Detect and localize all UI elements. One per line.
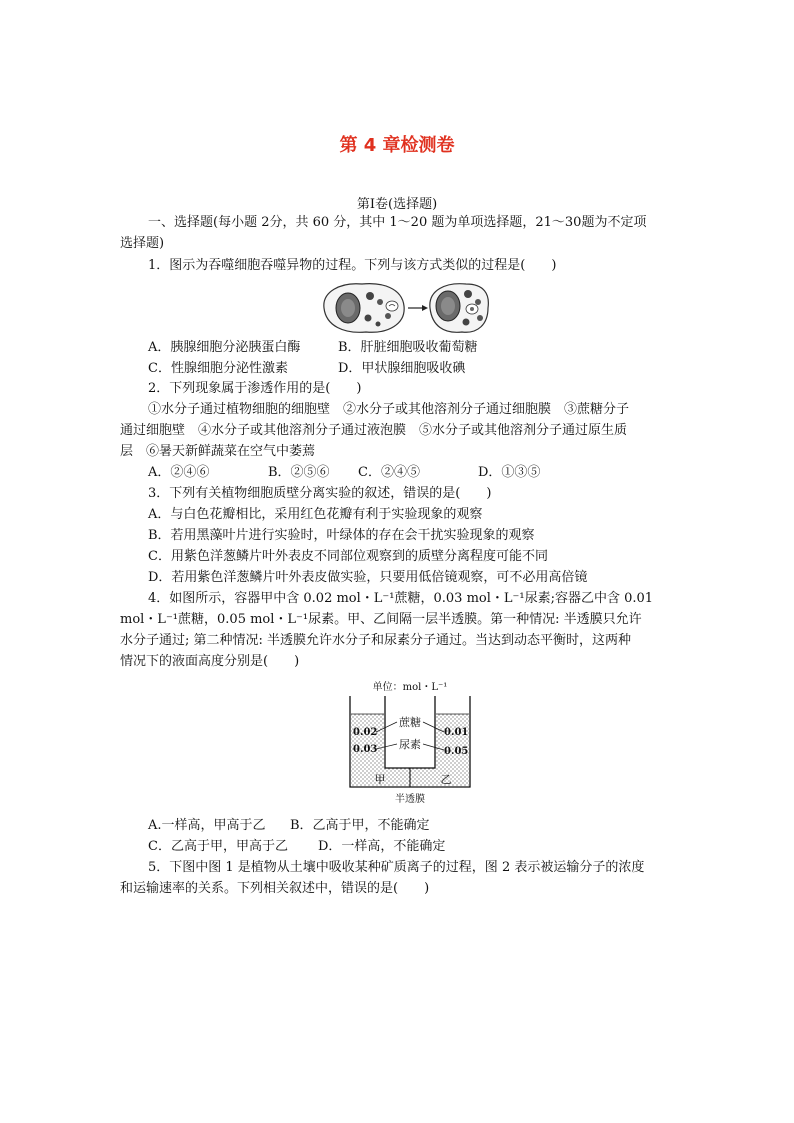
q3-option-d: D．若用紫色洋葱鳞片叶外表皮做实验，只要用低倍镜观察，可不必用高倍镜 [148,570,588,585]
q4-option-d: D．一样高，不能确定 [318,839,446,854]
q2-stem: 2．下列现象属于渗透作用的是( ) [148,381,362,396]
right-sucrose-value: 0.01 [444,727,469,738]
q1-option-b: B．肝脏细胞吸收葡萄糖 [338,340,478,355]
q5-line-1: 5．下图中图 1 是植物从土壤中吸收某种矿质离子的过程，图 2 表示被运输分子的浓度 [148,860,645,875]
q4-option-a: A.一样高，甲高于乙 [148,818,266,833]
section-heading: 第Ⅰ卷(选择题) [356,197,438,212]
q1-option-d: D．甲状腺细胞吸收碘 [338,361,466,376]
vessel-a-label: 甲 [374,773,386,786]
q4-line-4: 情况下的液面高度分别是( ) [120,654,300,669]
membrane-label: 半透膜 [395,794,425,805]
right-urea-value: 0.05 [444,746,469,757]
q2-line-2: 通过细胞壁 ④水分子或其他溶剂分子通过液泡膜 ⑤水分子或其他溶剂分子通过原生质 [120,423,628,438]
page-title: 第 4 章检测卷 [339,135,455,156]
q2-option-d: D．①③⑤ [478,465,541,480]
q1-option-a: A．胰腺细胞分泌胰蛋白酶 [148,340,301,355]
q2-line-3: 层 ⑥暑天新鲜蔬菜在空气中萎蔫 [120,444,316,459]
q4-line-1: 4．如图所示，容器甲中含 0.02 mol・L⁻¹蔗糖，0.03 mol・L⁻¹尿素;容器乙中含 0.01 [148,591,654,606]
q3-option-c: C．用紫色洋葱鳞片叶外表皮不同部位观察到的质壁分离程度可能不同 [148,549,548,564]
arrow-icon [408,305,428,311]
q1-stem: 1．图示为吞噬细胞吞噬异物的过程。下列与该方式类似的过程是( ) [148,258,557,273]
figure-unit-label: 单位：mol・L⁻¹ [372,682,448,693]
cell-before [324,284,404,333]
q4-option-c: C．乙高于甲，甲高于乙 [148,839,288,854]
q2-option-b: B．②⑤⑥ [268,465,330,480]
q2-option-c: C．②④⑤ [358,465,420,480]
q5-line-2: 和运输速率的关系。下列相关叙述中，错误的是( ) [120,881,430,896]
q3-option-a: A．与白色花瓣相比，采用红色花瓣有利于实验现象的观察 [148,507,483,522]
left-urea-value: 0.03 [353,744,378,755]
intro-line-2: 选择题) [120,236,165,251]
u-tube-figure [340,676,480,806]
phagocytosis-figure [318,278,490,338]
cell-after [430,284,489,333]
q2-line-1: ①水分子通过植物细胞的细胞壁 ②水分子或其他溶剂分子通过细胞膜 ③蔗糖分子 [148,402,630,417]
q3-stem: 3．下列有关植物细胞质壁分离实验的叙述，错误的是( ) [148,486,492,501]
left-sucrose-value: 0.02 [353,727,378,738]
q4-line-3: 水分子通过; 第二种情况: 半透膜允许水分子和尿素分子通过。当达到动态平衡时，这两种 [120,633,632,648]
q4-line-2: mol・L⁻¹蔗糖，0.05 mol・L⁻¹尿素。甲、乙间隔一层半透膜。第一种情况: 半透膜只允许 [120,612,642,627]
q4-option-b: B．乙高于甲，不能确定 [290,818,430,833]
q3-option-b: B．若用黑藻叶片进行实验时，叶绿体的存在会干扰实验现象的观察 [148,528,535,543]
intro-line-1: 一、选择题(每小题 2分，共 60 分，其中 1～20 题为单项选择题，21～30题为不定项 [148,215,647,230]
q2-option-a: A．②④⑥ [148,465,210,480]
q1-option-c: C．性腺细胞分泌性激素 [148,361,288,376]
urea-label: 尿素 [399,738,421,751]
vessel-b-label: 乙 [440,773,452,786]
sucrose-label: 蔗糖 [399,716,421,729]
